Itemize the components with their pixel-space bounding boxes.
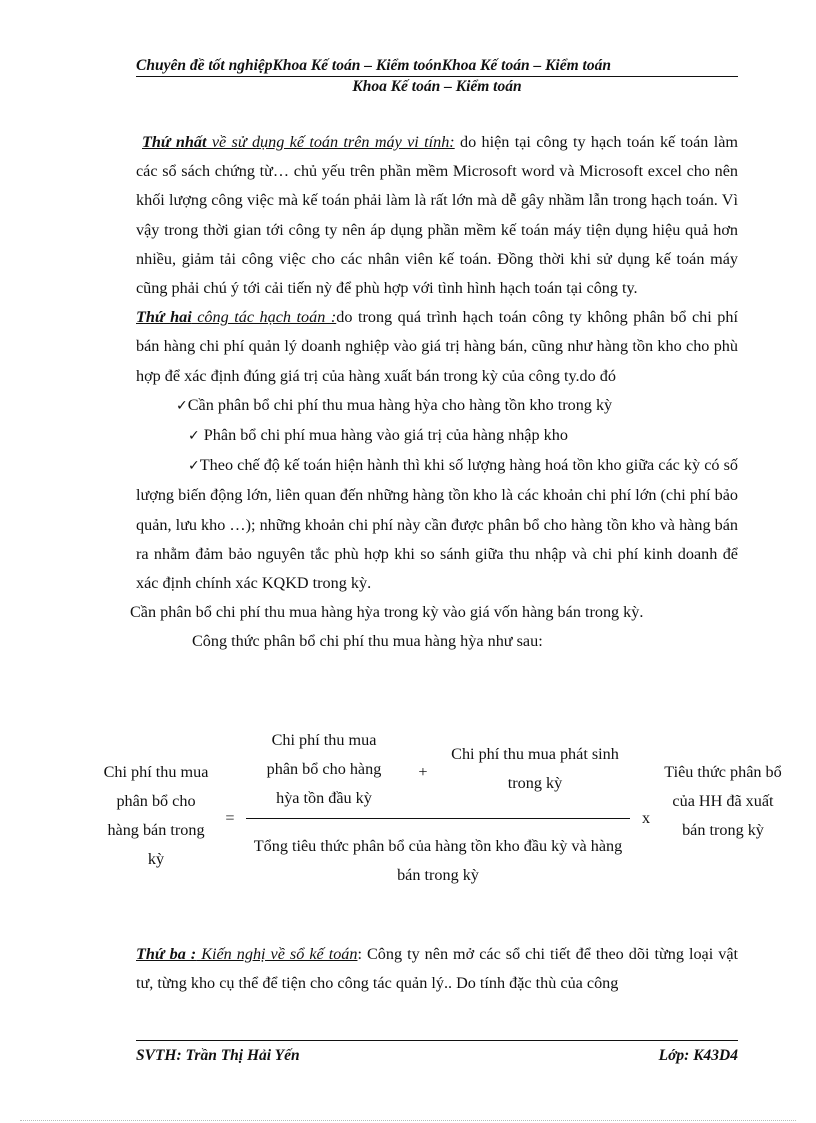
lead-first-topic: về sử dụng kế toán trên máy vi tính:: [206, 133, 455, 151]
allocation-formula: [100, 724, 800, 894]
document-body: [130, 128, 738, 657]
lead-fourth: Thứ ba :: [136, 945, 197, 963]
paragraph-fourth: [136, 940, 738, 998]
checkmark-icon: ✓: [188, 458, 200, 475]
check-item-1: ✓Cần phân bổ chi phí thu mua hàng hỳa cho hàng tồn kho trong kỳ: [176, 395, 613, 414]
paragraph-fourth-text: : Công ty nên mở các sổ chi tiết để theo dõi từng loại vật tư, từng kho cụ thể để tiện cho công tác quản lý.. Do tính đặc thù của công: [136, 945, 738, 993]
lead-fourth-topic: Kiến nghị về sổ kế toán: [196, 945, 358, 963]
footer-student: SVTH: Trần Thị Hải Yến: [136, 1047, 300, 1064]
paragraph-first-text: do hiện tại công ty hạch toán kế toán làm các sổ sách chứng từ… chủ yếu trên phần mềm Microsoft word và Microsoft excel cho nên khối lượng công việc mà kế toán phải làm là rất lớn mà dễ gây nhầm lẫn trong hạch toán. Vì vậy trong thời gian tới công ty nên áp dụng phần mềm kế toán máy tiện dụng hiệu quả hơn nhiều, giảm tải công việc cho các nhân viên kế toán. Đồng thời khi sử dụng kế toán máy cũng phải chú ý tới cải tiến nỳ để phù hợp với tình hình hạch toán tại công ty.: [136, 133, 738, 298]
document-body-continued: [136, 940, 738, 998]
formula-plus: +: [418, 763, 428, 781]
page-footer: [136, 1040, 738, 1065]
page-bottom-edge: [20, 1120, 796, 1122]
formula-title: Công thức phân bổ chi phí thu mua hàng hỳa như sau:: [192, 632, 543, 651]
formula-denominator: Tổng tiêu thức phân bổ của hàng tồn kho đầu kỳ và hàng bán trong kỳ: [253, 837, 623, 884]
check-item-3: ✓Theo chế độ kế toán hiện hành thì khi số lượng hàng hoá tồn kho giữa các kỳ có số lượng biến động lớn, liên quan đến những hàng tồn kho là các khoản chi phí lớn (chi phí bảo quản, lưu kho …); những khoản chi phí này cần được phân bổ cho hàng tồn kho và hàng bán ra nhằm đảm bảo nguyên tắc phù hợp khi so sánh giữa thu nhập và chi phí kinh doanh để xác định chính xác KQKD trong kỳ.: [136, 456, 738, 593]
page-header: [136, 56, 738, 97]
header-title-line: Chuyên đề tốt nghiệpKhoa Kế toán – Kiểm toónKhoa Kế toán – Kiểm toán: [136, 56, 738, 77]
formula-lhs: Chi phí thu mua phân bổ cho hàng bán trong kỳ: [103, 763, 209, 868]
checkmark-icon: ✓: [188, 428, 200, 445]
header-subtitle: Khoa Kế toán – Kiểm toán: [352, 78, 522, 95]
formula-numerator-2: Chi phí thu mua phát sinh trong kỳ: [451, 745, 619, 792]
lead-second: Thứ hai: [136, 308, 192, 327]
formula-equals: =: [225, 809, 235, 827]
check-item-2: ✓ Phân bổ chi phí mua hàng vào giá trị của hàng nhập kho: [188, 426, 568, 445]
lead-first: Thứ nhất: [142, 133, 207, 151]
fraction-bar: [246, 818, 630, 819]
paragraph-first: [136, 128, 738, 303]
formula-times: x: [641, 809, 651, 827]
formula-rhs: Tiêu thức phân bổ của HH đã xuất bán trong kỳ: [664, 763, 782, 839]
formula-numerator-1: Chi phí thu mua phân bổ cho hàng hỳa tồn đầu kỳ: [266, 731, 382, 807]
checkmark-icon: ✓: [176, 397, 188, 414]
lead-second-topic: công tác hạch toán :: [191, 308, 337, 327]
footer-class: Lớp: K43D4: [658, 1047, 738, 1064]
paragraph-second-text: do trong quá trình hạch toán công ty không phân bổ chi phí bán hàng chi phí quản lý doanh nghiệp vào giá trị hàng bán, cũng như hàng tồn kho cho phù hợp để xác định đúng giá trị của hàng xuất bán trong kỳ của công ty.do đó: [136, 308, 738, 385]
paragraph-second: [136, 303, 738, 391]
paragraph-third: Cần phân bổ chi phí thu mua hàng hỳa trong kỳ vào giá vốn hàng bán trong kỳ.: [130, 603, 644, 622]
